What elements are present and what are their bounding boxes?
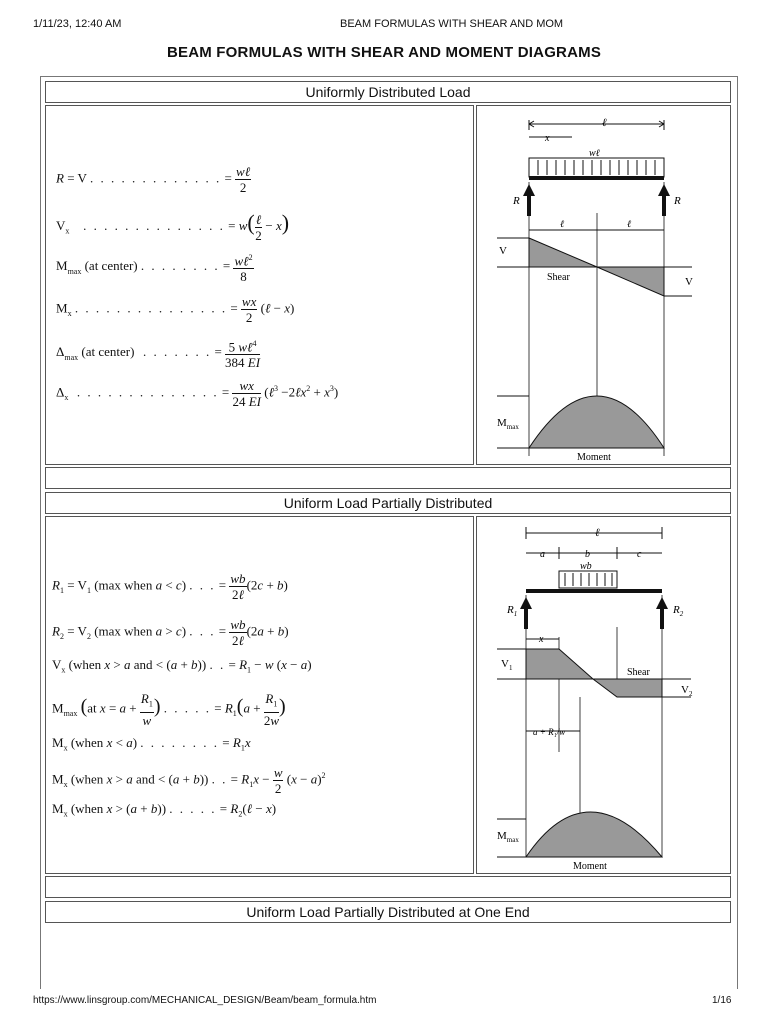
formula-reaction: R = V . . . . . . . . . . . . . = wℓ 2	[56, 164, 251, 195]
formula-shear-x: $V_x$ . . . . . . . . . . . . . . = w( ℓ 2 − x)	[56, 210, 290, 243]
shear-label: Shear	[547, 272, 570, 283]
right-reaction-label: R	[674, 195, 681, 207]
section-heading-uniform: Uniformly Distributed Load	[45, 81, 731, 103]
span-length-label: ℓ	[602, 117, 607, 129]
v1-label: $V_1$	[501, 658, 513, 672]
mmax-label-2: $M_{max}$	[497, 830, 519, 844]
left-reaction-label: R	[513, 195, 520, 207]
formula-r1: $R_1 = V_1$ (max when a < c) . . . = wb 2ℓ (2c + b)	[52, 571, 288, 602]
r1-label: $R_1$	[507, 604, 518, 618]
diagram-panel-uniform	[476, 105, 731, 465]
section-heading-partial: Uniform Load Partially Distributed	[45, 492, 731, 514]
formula-mmax-center: $M_{max}$ (at center) . . . . . . . . = wℓ$^2$ 8	[56, 250, 254, 284]
b-label: b	[585, 549, 590, 560]
formula-deflection-max: $\Delta_{max}$ (at center) . . . . . . . = 5 wℓ$^4$ 384 EI	[56, 336, 260, 370]
shear-label-2: Shear	[627, 667, 650, 678]
mmax-location-label: a + R₁/w	[533, 727, 566, 737]
load-label: wℓ	[589, 148, 600, 159]
formula-deflection-x: $\Delta_x$ . . . . . . . . . . . . . . = $\frac{wx}{24 EI}$ (ℓ$^3$ −2ℓx$^2$ + $x^3$)	[56, 378, 339, 409]
c-label: c	[637, 549, 642, 560]
half-span-right-label: ℓ	[627, 219, 632, 230]
mmax-label: $M_{max}$	[497, 417, 519, 431]
r2-label: $R_2$	[673, 604, 684, 618]
footer-url: https://www.linsgroup.com/MECHANICAL_DESIGN/Beam/beam_formula.htm	[33, 995, 377, 1006]
footer-page-number: 1/16	[712, 995, 732, 1006]
formula-panel-uniform	[45, 105, 474, 465]
page-title: BEAM FORMULAS WITH SHEAR AND MOMENT DIAGRAMS	[166, 44, 602, 61]
formula-vx: $V_x$ (when x > a and < (a + b)) . . = $R_1 - w$ (x − a)	[52, 657, 312, 675]
moment-label-2: Moment	[573, 861, 607, 872]
print-doc-title: BEAM FORMULAS WITH SHEAR AND MOM	[340, 18, 564, 30]
x-label-2: x	[539, 634, 544, 645]
section-heading-one-end: Uniform Load Partially Distributed at One End	[45, 901, 731, 923]
half-span-left-label: ℓ	[560, 219, 565, 230]
diagram-panel-partial	[476, 516, 731, 874]
v2-label: $V_2$	[681, 684, 693, 698]
x-label: x	[545, 133, 550, 144]
formula-mmax-partial: $M_{max}$ (at x = a + $\frac{R_1}{w}$ ) . . . . . = $R_1(a$ + $\frac{R_1}{2w}$ )	[52, 691, 286, 728]
formula-mx-after-load: $M_x$ (when x > (a + b)) . . . . . = $R_2(\ell - x)$	[52, 801, 277, 819]
formula-mx-before-a: $M_x$ (when x < a) . . . . . . . . = $R_1x$	[52, 735, 251, 753]
shear-v-left-label: V	[499, 245, 507, 257]
formula-panel-partial	[45, 516, 474, 874]
load-label-2: wb	[580, 561, 592, 572]
print-datetime: 1/11/23, 12:40 AM	[33, 18, 122, 30]
span-length-label-2: ℓ	[595, 527, 600, 539]
formula-r2: $R_2 = V_2$ (max when a > c) . . . = wb 2ℓ (2a + b)	[52, 617, 289, 648]
formula-moment-x: $M_x$ . . . . . . . . . . . . . . . = $\frac{wx}{2}$ (ℓ − x)	[56, 294, 295, 325]
formula-mx-in-load: $M_x$ (when x > a and < (a + b)) . . = $R_1x$ − $\frac{w}{2}$ $(x - a)^2$	[52, 765, 326, 796]
section-spacer-1	[45, 467, 731, 489]
uniform-load-diagram	[477, 106, 730, 464]
shear-v-right-label: V	[685, 276, 693, 288]
partial-load-diagram	[477, 517, 730, 873]
a-label: a	[540, 549, 545, 560]
moment-label: Moment	[577, 452, 611, 463]
section-spacer-2	[45, 876, 731, 898]
